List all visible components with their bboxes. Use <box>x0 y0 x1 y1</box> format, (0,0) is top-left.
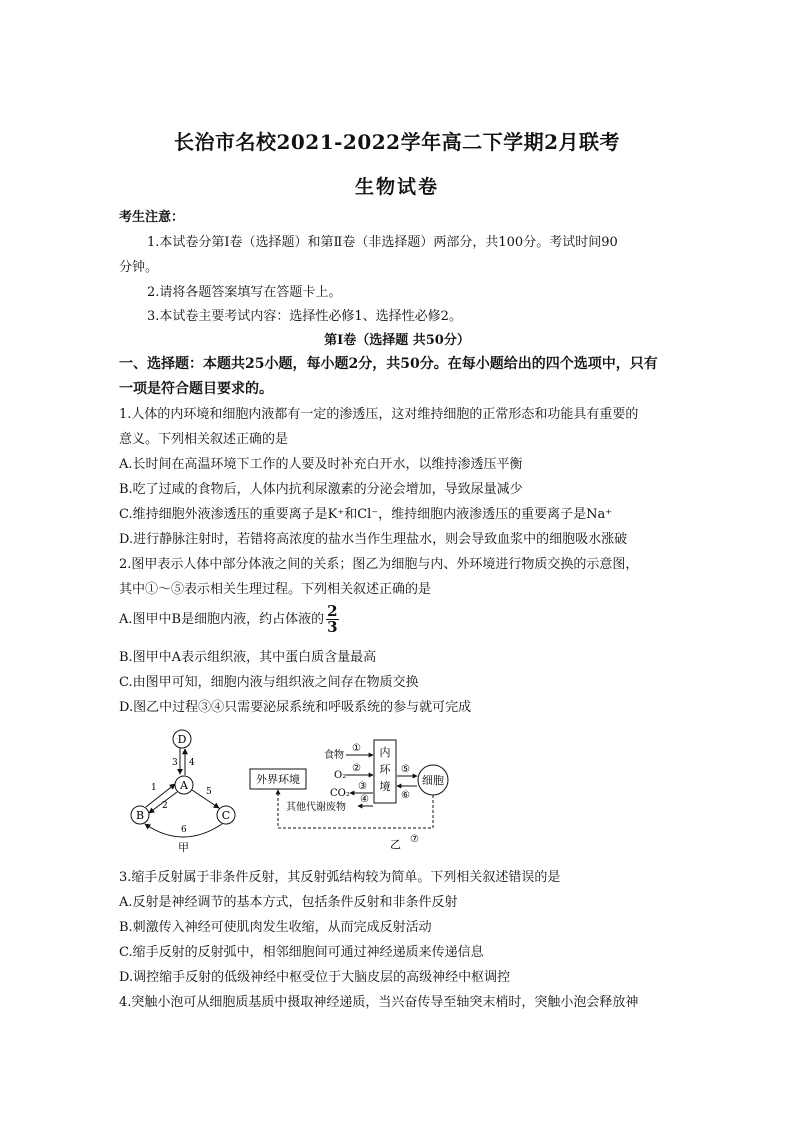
q1-option-d: D.进行静脉注射时，若错将高浓度的盐水当作生理盐水，则会导致血浆中的细胞吸水涨破 <box>119 532 628 547</box>
figure-yi <box>246 738 466 853</box>
outer-environment-label: 外界环境 <box>256 773 300 786</box>
q2-stem: 2.图甲表示人体中部分体液之间的关系；图乙为细胞与内、外环境进行物质交换的示意图， <box>119 557 639 572</box>
notice-heading: 考生注意： <box>119 210 185 225</box>
q1-option-a: A.长时间在高温环境下工作的人要及时补充白开水，以维持渗透压平衡 <box>119 457 523 472</box>
q2-stem-cont: 其中①～⑤表示相关生理过程。下列相关叙述正确的是 <box>119 582 432 597</box>
waste-label: 其他代谢废物 <box>286 802 346 813</box>
fraction-denominator: 3 <box>327 618 338 636</box>
exam-subject: 生物试卷 <box>354 176 439 198</box>
section-title: 第Ⅰ卷（选择题 共50分） <box>324 333 470 348</box>
q1-stem-cont: 意义。下列相关叙述正确的是 <box>119 432 289 447</box>
cell-label: 细胞 <box>422 774 444 787</box>
arrow-label-5: 5 <box>206 787 212 797</box>
q3-option-a: A.反射是神经调节的基本方式，包括条件反射和非条件反射 <box>119 895 458 910</box>
notice-item-2: 2.请将各题答案填写在答题卡上。 <box>147 285 342 300</box>
q3-stem: 3.缩手反射属于非条件反射，其反射弧结构较为简单。下列相关叙述错误的是 <box>119 870 561 885</box>
figure-jia-caption: 甲 <box>178 841 189 854</box>
node-c-label: C <box>221 809 231 822</box>
internal-environment-label-2: 环 <box>379 763 391 776</box>
notice-item-3: 3.本试卷主要考试内容：选择性必修1、选择性必修2。 <box>147 309 462 324</box>
section-instruction: 一、选择题：本题共25小题，每小题2分，共50分。在每小题给出的四个选项中，只有 <box>119 356 658 372</box>
q2-option-a <box>119 604 679 635</box>
q3-option-c: C.缩手反射的反射弧中，相邻细胞间可通过神经递质来传递信息 <box>119 945 484 960</box>
q2-option-b: B.图甲中A表示组织液，其中蛋白质含量最高 <box>119 650 377 665</box>
node-d-label: D <box>177 733 187 746</box>
q2-option-c: C.由图甲可知，细胞内液与组织液之间存在物质交换 <box>119 675 419 690</box>
q2-option-d: D.图乙中过程③④只需要泌尿系统和呼吸系统的参与就可完成 <box>119 700 472 715</box>
q3-option-d: D.调控缩手反射的低级神经中枢受位于大脑皮层的高级神经中枢调控 <box>119 970 511 985</box>
process-label-3: ③ <box>358 781 367 792</box>
process-label-4: ④ <box>360 794 369 805</box>
figure-jia <box>118 722 248 857</box>
section-instruction-cont: 一项是符合题目要求的。 <box>119 381 273 397</box>
internal-environment-label-3: 境 <box>379 780 391 793</box>
arrow-label-2: 2 <box>162 801 168 811</box>
process-label-6: ⑥ <box>401 790 410 801</box>
q1-option-b: B.吃了过咸的食物后，人体内抗利尿激素的分泌会增加，导致尿量减少 <box>119 482 523 497</box>
node-b-label: B <box>135 809 145 822</box>
process-label-1: ① <box>352 743 361 754</box>
fraction <box>326 604 338 635</box>
figure-yi-caption: 乙 <box>390 838 401 851</box>
q4-stem: 4.突触小泡可从细胞质基质中摄取神经递质，当兴奋传导至轴突末梢时，突触小泡会释放神 <box>119 995 639 1010</box>
q2-option-a-text: A.图甲中B是细胞内液，约占体液的 <box>119 612 325 627</box>
exam-title: 长治市名校2021-2022学年高二下学期2月联考 <box>173 130 621 154</box>
notice-item-1: 1.本试卷分第Ⅰ卷（选择题）和第Ⅱ卷（非选择题）两部分，共100分。考试时间90 <box>147 235 618 250</box>
q1-stem: 1.人体的内环境和细胞内液都有一定的渗透压，这对维持细胞的正常形态和功能具有重要的 <box>119 407 639 422</box>
arrow-label-3: 3 <box>172 758 178 768</box>
q1-option-c: C.维持细胞外液渗透压的重要离子是K⁺和Cl⁻，维持细胞内液渗透压的重要离子是Na⁺ <box>119 507 613 522</box>
internal-environment-label-1: 内 <box>379 746 391 759</box>
fraction-numerator: 2 <box>327 602 338 620</box>
food-label: 食物 <box>324 750 344 761</box>
o2-label: O₂ <box>334 770 347 781</box>
process-label-2: ② <box>352 763 361 774</box>
arrow-label-4: 4 <box>189 758 195 768</box>
q3-option-b: B.刺激传入神经可使肌肉发生收缩，从而完成反射活动 <box>119 920 432 935</box>
arrow-label-6: 6 <box>181 825 187 835</box>
process-label-5: ⑤ <box>401 764 410 775</box>
arrow-label-1: 1 <box>151 783 157 793</box>
notice-item-1-cont: 分钟。 <box>119 260 159 275</box>
process-label-7: ⑦ <box>410 834 419 845</box>
node-a-label: A <box>180 779 188 792</box>
co2-label: CO₂ <box>330 788 350 799</box>
